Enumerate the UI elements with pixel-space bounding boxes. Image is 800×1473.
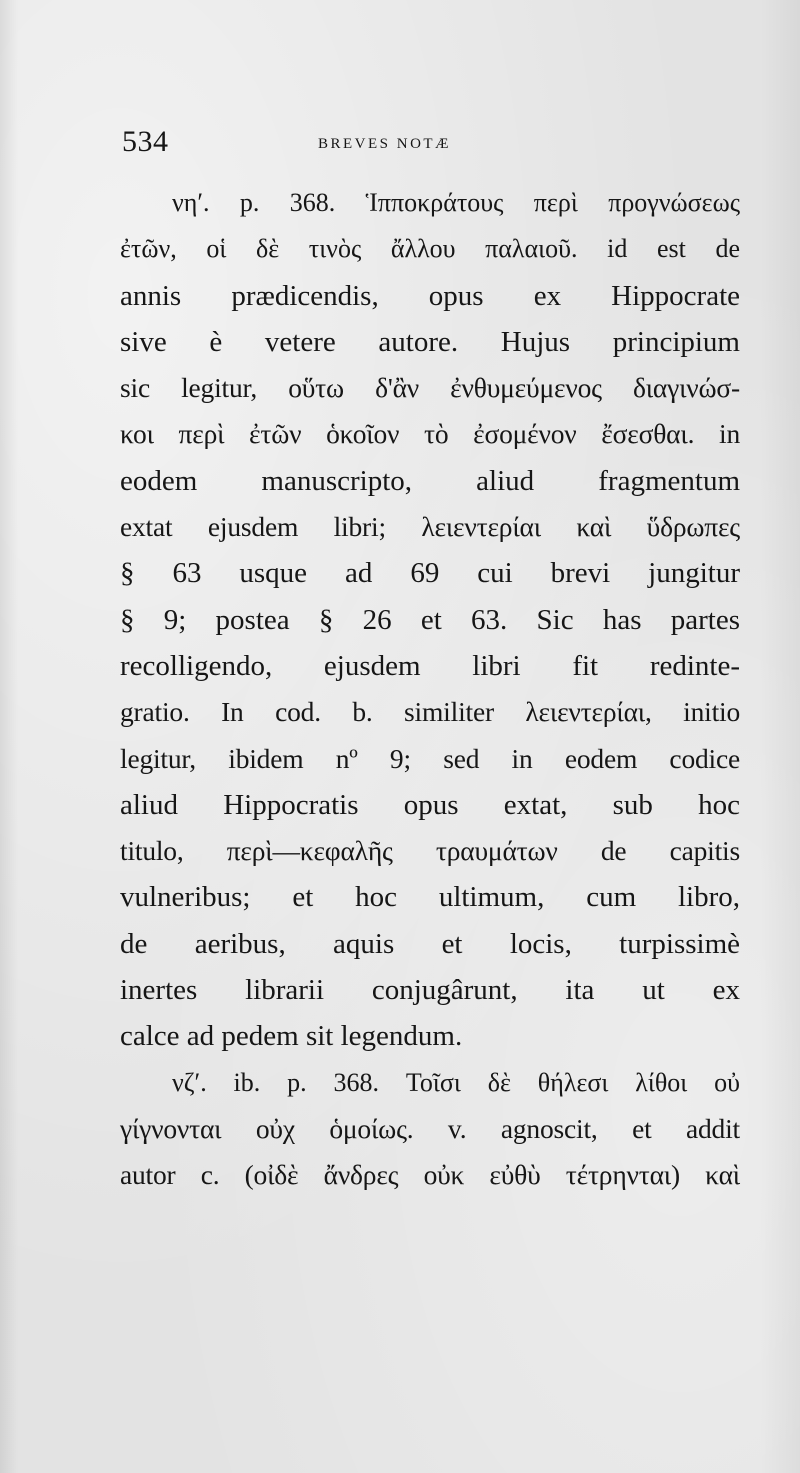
text-line: autor c. (οἰδὲ ἄνδρες οὐκ εὐθὺ τέτρηνται) καὶ xyxy=(120,1159,740,1191)
page-header xyxy=(122,125,742,165)
text-line: extat ejusdem libri; λειεντερίαι καὶ ὕδρωπες xyxy=(120,511,740,543)
page-number: 534 xyxy=(122,125,169,158)
text-line: κοι περὶ ἐτῶν ὁκοῖον τὸ ἐσομένον ἔσεσθαι. in xyxy=(120,418,740,450)
text-line: § 63 usque ad 69 cui brevi jungitur xyxy=(120,557,740,590)
text-line: νζ′. ib. p. 368. Τοῖσι δὲ θήλεσι λίθοι οὐ xyxy=(172,1067,740,1097)
text-line: recolligendo, ejusdem libri fit redinte- xyxy=(120,649,740,682)
text-line: § 9; postea § 26 et 63. Sic has partes xyxy=(120,603,740,636)
text-line: aliud Hippocratis opus extat, sub hoc xyxy=(120,788,740,821)
text-line: γίγνονται οὐχ ὁμοίως. v. agnoscit, et addit xyxy=(120,1112,740,1144)
notes-text xyxy=(120,180,740,1199)
text-line: eodem manuscripto, aliud fragmentum xyxy=(120,464,740,497)
text-line: de aeribus, aquis et locis, turpissimè xyxy=(120,927,740,960)
text-line: νη′. p. 368. Ἱπποκράτους περὶ προγνώσεως xyxy=(172,188,740,217)
text-line: sic legitur, οὕτω δ'ἂν ἐνθυμεύμενος διαγινώσ- xyxy=(120,372,740,404)
text-line: gratio. In cod. b. similiter λειεντερίαι, initio xyxy=(120,696,740,728)
text-line: legitur, ibidem nº 9; sed in eodem codice xyxy=(120,742,740,774)
text-line: ἐτῶν, οἱ δὲ τινὸς ἄλλου παλαιοῦ. id est de xyxy=(120,234,740,264)
text-line: vulneribus; et hoc ultimum, cum libro, xyxy=(120,881,740,914)
text-line: annis prædicendis, opus ex Hippocrate xyxy=(120,279,740,312)
running-head: BREVES NOTÆ xyxy=(318,136,451,152)
text-line: titulo, περὶ—κεφαλῆς τραυμάτων de capitis xyxy=(120,835,740,867)
text-line: inertes librarii conjugârunt, ita ut ex xyxy=(120,974,740,1007)
text-line: sive è vetere autore. Hujus principium xyxy=(120,325,740,358)
text-line: calce ad pedem sit legendum. xyxy=(120,1020,463,1053)
